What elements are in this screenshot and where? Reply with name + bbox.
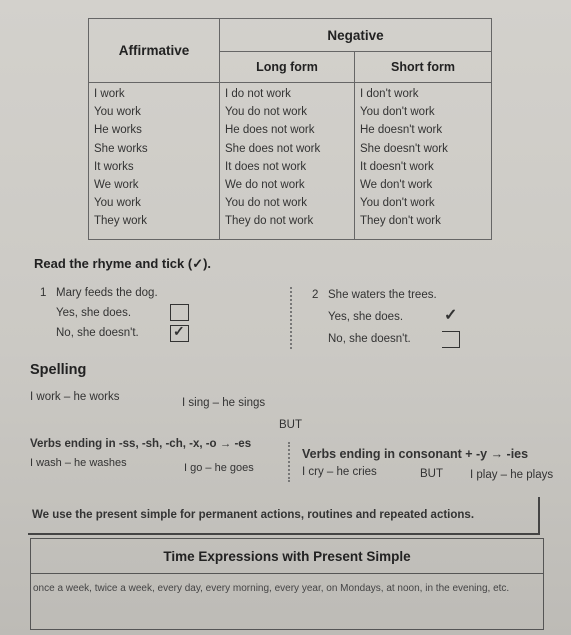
table-cell: You do not work	[225, 106, 308, 119]
item2-yes-checkbox[interactable]	[442, 307, 459, 322]
spelling-example2: I sing – he sings	[182, 397, 266, 409]
check-mark-icon: ✓	[444, 307, 458, 324]
divider	[290, 287, 292, 349]
table-cell: You don't work	[360, 197, 435, 210]
table-cell: It does not work	[225, 160, 307, 173]
rule1-title: Verbs ending in -ss, -sh, -ch, -x, -o → -es	[30, 438, 252, 450]
table-cell: She works	[94, 142, 148, 155]
rule2-example2: I play – he plays	[470, 469, 554, 481]
present-simple-table	[88, 18, 492, 240]
rule2-title: Verbs ending in consonant + -y → -ies	[302, 447, 529, 461]
check-mark-icon: ✓	[173, 323, 185, 339]
long-form-header: Long form	[220, 52, 355, 83]
item2-option-yes: Yes, she does.	[328, 311, 404, 323]
affirmative-column	[89, 83, 220, 240]
negative-header: Negative	[220, 19, 492, 52]
table-cell: I work	[94, 88, 125, 100]
time-expressions-header	[31, 539, 543, 574]
time-expressions-box	[30, 538, 544, 630]
rule1-example1: I wash – he washes	[30, 457, 127, 469]
table-cell: It doesn't work	[360, 160, 434, 173]
table-cell: They don't work	[360, 215, 441, 228]
table-cell: We do not work	[225, 179, 305, 192]
table-cell: I do not work	[225, 88, 291, 100]
table-cell: He doesn't work	[360, 124, 443, 137]
spelling-example1: I work – he works	[30, 391, 120, 403]
table-cell: I don't work	[360, 88, 419, 100]
item1-option-yes: Yes, she does.	[56, 307, 132, 319]
table-cell: You work	[94, 106, 141, 119]
item2-option-no: No, she doesn't.	[328, 333, 411, 345]
spelling-but: BUT	[279, 419, 302, 431]
usage-rule-box	[28, 497, 540, 535]
spelling-title: Spelling	[30, 362, 87, 378]
short-form-header: Short form	[355, 52, 492, 83]
item2-number: 2	[312, 289, 319, 301]
table-cell: You don't work	[360, 106, 435, 119]
table-cell: You work	[94, 197, 141, 210]
table-cell: We work	[94, 179, 139, 192]
divider	[288, 442, 290, 482]
table-cell: She does not work	[225, 142, 321, 155]
table-cell: She doesn't work	[360, 142, 448, 155]
time-expressions-title: Time Expressions with Present Simple	[163, 549, 411, 564]
item2-prompt: She waters the trees.	[328, 289, 437, 301]
long-form-column	[220, 83, 355, 240]
table-cell: They work	[94, 215, 148, 228]
item2-no-checkbox[interactable]	[442, 331, 460, 348]
item1-option-no: No, she doesn't.	[56, 327, 139, 339]
item1-prompt: Mary feeds the dog.	[56, 287, 158, 299]
rule2-but: BUT	[420, 468, 443, 480]
table-cell: You do not work	[225, 197, 308, 210]
rule2-example1: I cry – he cries	[302, 466, 377, 478]
item1-number: 1	[40, 287, 47, 299]
affirmative-header: Affirmative	[89, 19, 220, 83]
table-cell: It works	[94, 160, 134, 173]
table-cell: We don't work	[360, 179, 433, 192]
item1-yes-checkbox[interactable]	[170, 304, 189, 321]
table-cell: He works	[94, 124, 142, 137]
table-cell: He does not work	[225, 124, 315, 137]
exercise-title: Read the rhyme and tick (✓).	[34, 256, 212, 271]
time-expressions-text: once a week, twice a week, every day, every morning, every year, on Mondays, at noon, in the evening, etc.	[33, 583, 510, 594]
table-cell: They do not work	[225, 215, 314, 228]
short-form-column	[355, 83, 492, 240]
item1-no-checkbox[interactable]	[170, 325, 189, 342]
usage-rule: We use the present simple for permanent actions, routines and repeated actions.	[32, 509, 475, 521]
rule1-example2: I go – he goes	[184, 462, 254, 474]
